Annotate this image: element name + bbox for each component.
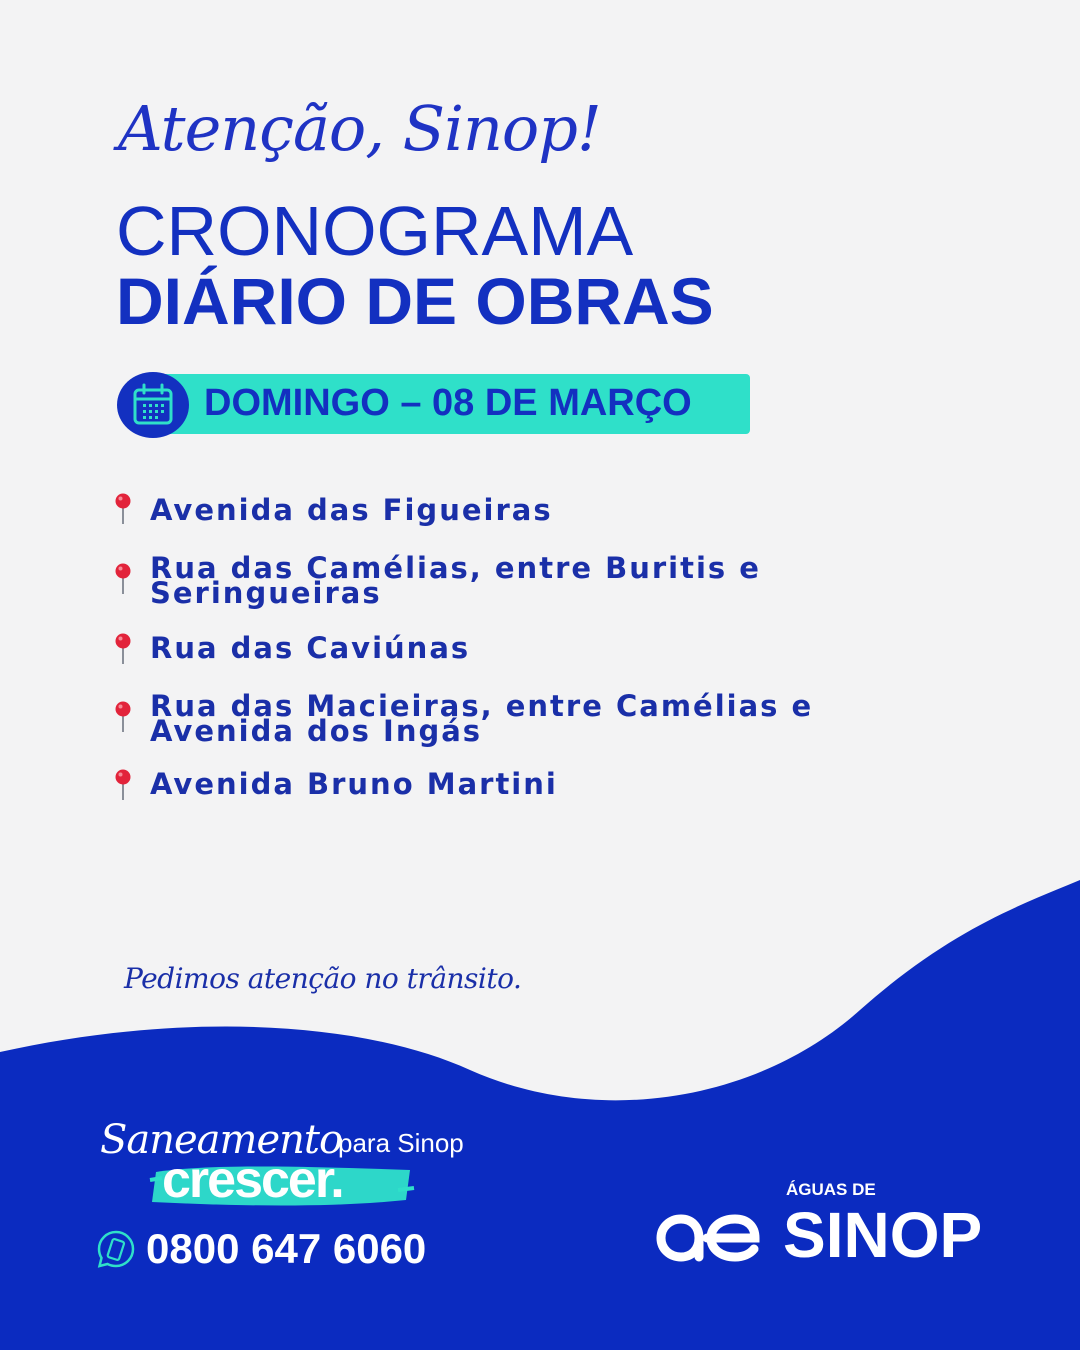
street-line-1: Rua das Macieiras, entre Camélias e <box>150 689 814 723</box>
calendar-badge <box>117 372 189 438</box>
street-item <box>112 550 910 614</box>
street-item <box>112 492 910 536</box>
calendar-icon <box>132 383 174 427</box>
street-line-2: Seringueiras <box>150 576 382 610</box>
street-line-1: Rua das Caviúnas <box>150 631 471 665</box>
street-item <box>112 768 910 810</box>
map-pin-icon <box>114 632 132 666</box>
greeting-heading: Atenção, Sinop! <box>118 92 601 165</box>
street-line-2: Avenida dos Ingás <box>150 714 483 748</box>
campaign-word: Saneamento <box>100 1117 343 1163</box>
brand-prefix: ÁGUAS DE <box>786 1180 876 1199</box>
map-pin-icon <box>114 700 132 734</box>
map-pin-icon <box>114 492 132 526</box>
traffic-note: Pedimos atenção no trânsito. <box>124 962 522 995</box>
street-item <box>112 688 910 752</box>
street-line-1: Avenida das Figueiras <box>150 493 553 527</box>
phone-number[interactable]: 0800 647 6060 <box>146 1225 427 1272</box>
campaign-suffix: para Sinop <box>338 1128 464 1158</box>
date-label: DOMINGO – 08 DE MARÇO <box>204 382 692 424</box>
street-line-1: Avenida Bruno Martini <box>150 767 558 801</box>
title-line-1: CRONOGRAMA <box>116 192 634 270</box>
brand-name: SINOP <box>783 1199 983 1271</box>
map-pin-icon <box>114 768 132 802</box>
map-pin-icon <box>114 562 132 596</box>
street-line-1: Rua das Camélias, entre Buritis e <box>150 551 761 585</box>
title-line-2: DIÁRIO DE OBRAS <box>116 264 714 338</box>
campaign-highlight: crescer. <box>162 1151 343 1209</box>
street-item <box>112 632 910 674</box>
whatsapp-icon <box>96 1229 136 1269</box>
street-list <box>112 492 910 810</box>
ae-logo-icon <box>655 1210 763 1266</box>
